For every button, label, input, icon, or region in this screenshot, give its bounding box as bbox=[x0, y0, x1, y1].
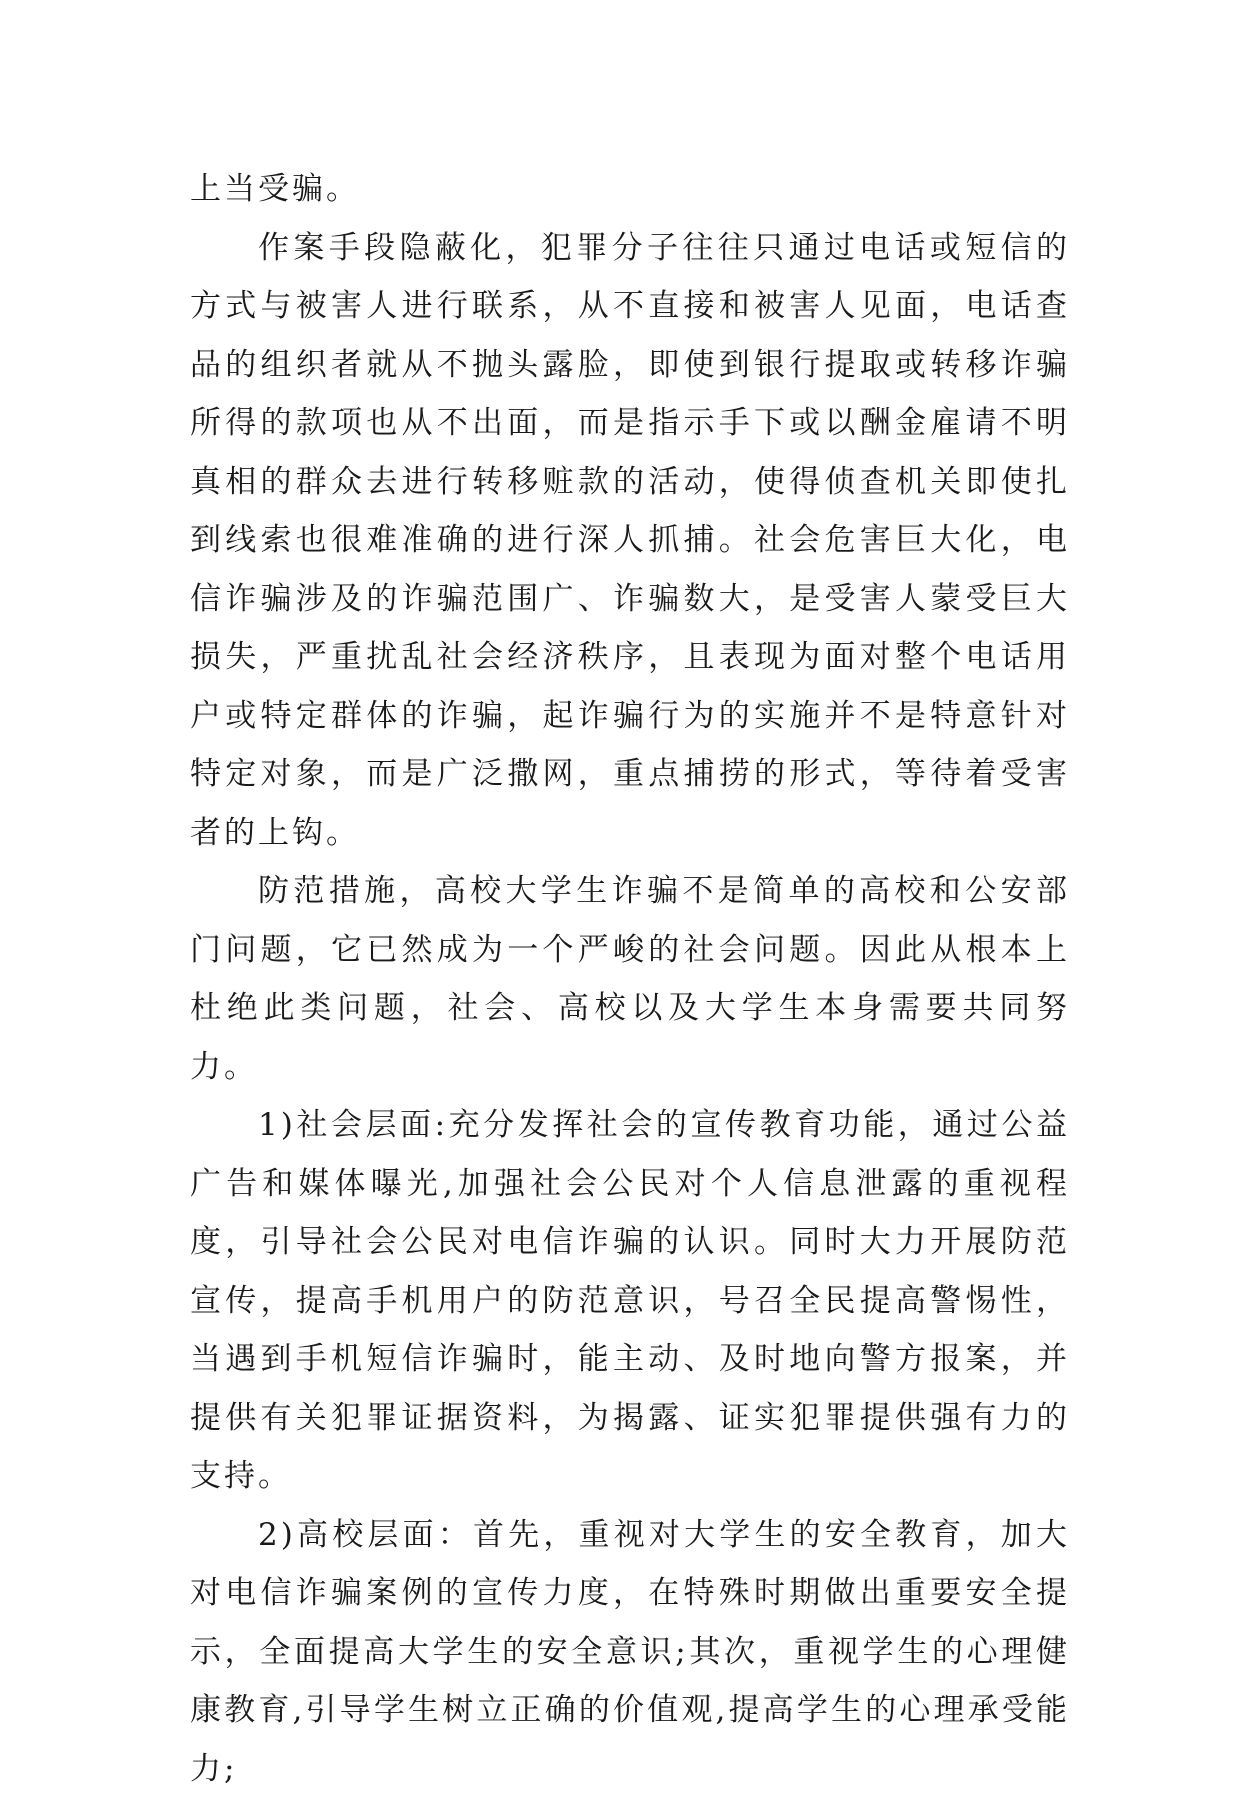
paragraph: 上当受骗。 bbox=[190, 160, 1070, 219]
paragraph: 2)高校层面：首先，重视对大学生的安全教育，加大对电信诈骗案例的宣传力度，在特殊时期做出重要安全提示，全面提高大学生的安全意识;其次，重视学生的心理健康教育,引导学生树立正确的价值观,提高学生的心理承受能力; bbox=[190, 1506, 1070, 1798]
document-body bbox=[190, 160, 1070, 1798]
paragraph: 作案手段隐蔽化，犯罪分子往往只通过电话或短信的方式与被害人进行联系，从不直接和被害人见面，电话查品的组织者就从不抛头露脸，即使到银行提取或转移诈骗所得的款项也从不出面，而是指示手下或以酬金雇请不明真相的群众去进行转移赃款的活动，使得侦查机关即使扎到线索也很难准确的进行深人抓捕。社会危害巨大化，电信诈骗涉及的诈骗范围广、诈骗数大，是受害人蒙受巨大损失，严重扰乱社会经济秩序，且表现为面对整个电话用户或特定群体的诈骗，起诈骗行为的实施并不是特意针对特定对象，而是广泛撒网，重点捕捞的形式，等待着受害者的上钩。 bbox=[190, 219, 1070, 863]
paragraph: 1)社会层面:充分发挥社会的宣传教育功能，通过公益广告和媒体曝光,加强社会公民对个人信息泄露的重视程度，引导社会公民对电信诈骗的认识。同时大力开展防范宣传，提高手机用户的防范意识，号召全民提高警惕性，当遇到手机短信诈骗时，能主动、及时地向警方报案，并提供有关犯罪证据资料，为揭露、证实犯罪提供强有力的支持。 bbox=[190, 1096, 1070, 1506]
paragraph: 防范措施，高校大学生诈骗不是简单的高校和公安部门问题，它已然成为一个严峻的社会问题。因此从根本上杜绝此类问题，社会、高校以及大学生本身需要共同努力。 bbox=[190, 862, 1070, 1096]
